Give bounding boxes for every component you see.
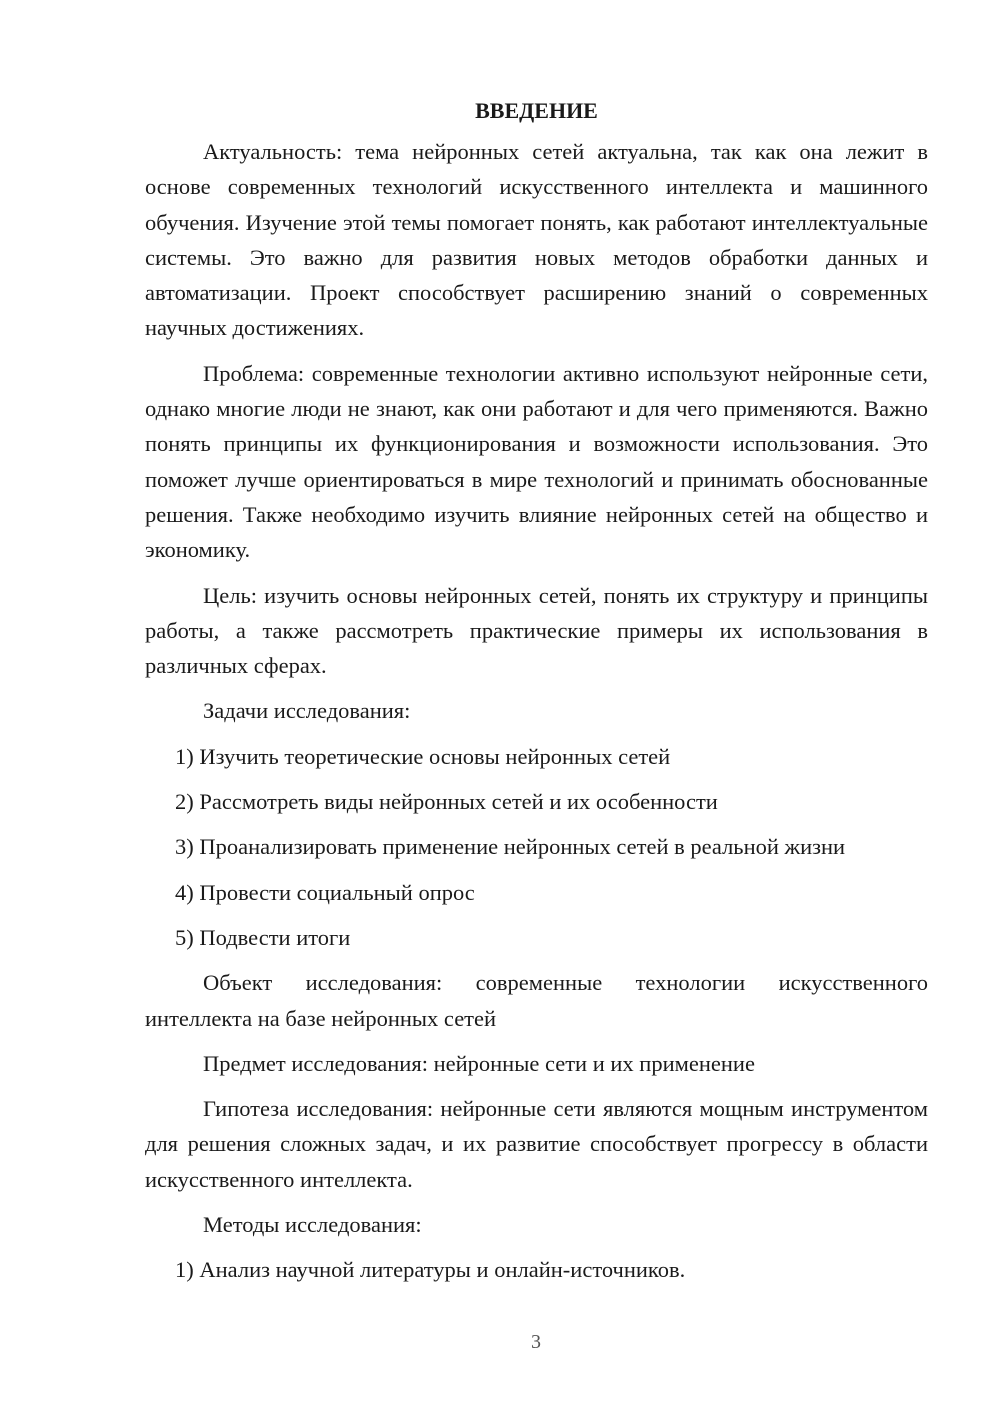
tasks-list (145, 739, 928, 955)
list-item: 2) Рассмотреть виды нейронных сетей и их особенности (175, 789, 718, 815)
list-item: 5) Подвести итоги (175, 924, 351, 950)
list-item: 4) Провести социальный опрос (175, 879, 475, 905)
paragraph-goal: Цель: изучить основы нейронных сетей, понять их структуру и принципы работы, а также рассмотреть практические примеры их использования в различных сферах. (145, 582, 928, 679)
paragraph-subject: Предмет исследования: нейронные сети и их применение (203, 1050, 755, 1076)
page-content (145, 93, 928, 1298)
list-item: 3) Проанализировать применение нейронных сетей в реальной жизни (175, 834, 846, 860)
paragraph-hypothesis: Гипотеза исследования: нейронные сети являются мощным инструментом для решения сложных задач, и их развитие способствует прогрессу в области искусственного интеллекта. (145, 1096, 928, 1192)
paragraph-object: Объект исследования: современные технологии искусственного интеллекта на базе нейронных сетей (145, 970, 928, 1031)
section-heading: ВВЕДЕНИЕ (475, 98, 598, 123)
tasks-heading: Задачи исследования: (203, 698, 411, 724)
page-number: 3 (531, 1331, 541, 1353)
methods-heading: Методы исследования: (203, 1212, 422, 1238)
list-item: 1) Анализ научной литературы и онлайн-источников. (175, 1257, 686, 1283)
paragraph-problem: Проблема: современные технологии активно используют нейронные сети, однако многие люди не знают, как они работают и для чего применяются. Важно понять принципы их функционирования и возможности использования. Это поможет лучше ориентироваться в мире технологий и принимать обоснованные решения. Также необходимо изучить влияние нейронных сетей на общество и экономику. (145, 360, 928, 563)
paragraph-relevance: Актуальность: тема нейронных сетей актуальна, так как она лежит в основе современных технологий искусственного интеллекта и машинного обучения. Изучение этой темы помогает понять, как работают интеллектуальные системы. Это важно для развития новых методов обработки данных и автоматизации. Проект способствует расширению знаний о современных научных достижениях. (145, 139, 928, 341)
list-item: 1) Изучить теоретические основы нейронных сетей (175, 743, 671, 769)
methods-list (145, 1252, 928, 1287)
